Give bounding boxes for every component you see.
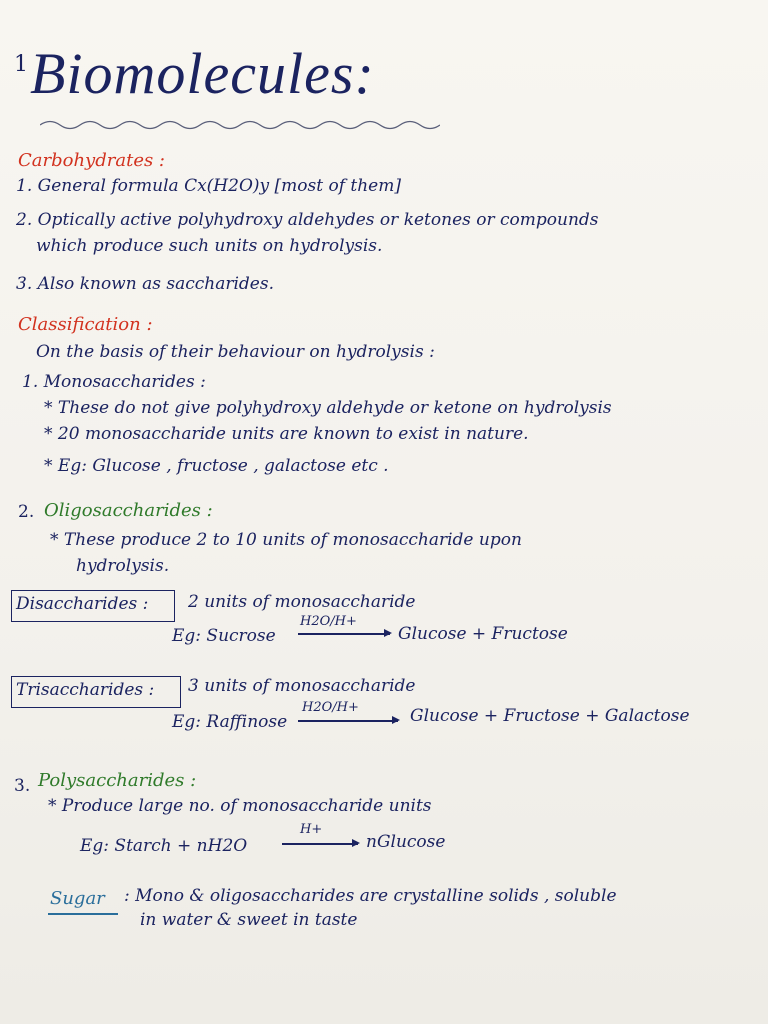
poly-reagent: H+: [300, 822, 323, 837]
poly-product: nGlucose: [366, 832, 446, 852]
poly-eg: Eg: Starch + nH2O: [80, 836, 248, 856]
carbohydrates-point-2: 2. Optically active polyhydroxy aldehydes or ketones or compounds: [16, 210, 599, 230]
sugar-line-2: in water & sweet in taste: [140, 910, 358, 930]
oligo-point-2: hydrolysis.: [76, 556, 170, 576]
classification-intro: On the basis of their behaviour on hydrolysis :: [36, 342, 435, 362]
poly-point: * Produce large no. of monosaccharide units: [48, 796, 432, 816]
disaccharides-eg: Eg: Sucrose: [172, 626, 276, 646]
disaccharides-products: Glucose + Fructose: [398, 624, 568, 644]
disaccharides-reagent: H2O/H+: [300, 614, 357, 629]
poly-number: 3.: [14, 776, 31, 796]
sugar-line-1: : Mono & oligosaccharides are crystalline solids , soluble: [124, 886, 617, 906]
page-title: Biomolecules:: [30, 41, 375, 106]
carbohydrates-point-3: 3. Also known as saccharides.: [16, 274, 274, 294]
mono-heading: 1. Monosaccharides :: [22, 372, 206, 392]
poly-arrow: [282, 843, 358, 845]
sugar-label: Sugar: [50, 888, 105, 909]
oligo-heading: Oligosaccharides :: [44, 500, 213, 521]
mono-point-2: * 20 monosaccharide units are known to exist in nature.: [44, 424, 529, 444]
classification-heading: Classification :: [18, 314, 153, 335]
carbohydrates-point-2-cont: which produce such units on hydrolysis.: [36, 236, 383, 256]
trisaccharides-products: Glucose + Fructose + Galactose: [410, 706, 690, 726]
disaccharides-arrow: [298, 633, 390, 635]
page-number: 1: [14, 52, 28, 77]
disaccharides-label: Disaccharides :: [16, 594, 149, 614]
sugar-underline: [48, 913, 118, 915]
carbohydrates-point-1: 1. General formula Cx(H2O)y [most of them]: [16, 176, 401, 196]
poly-heading: Polysaccharides :: [38, 770, 197, 791]
trisaccharides-reagent: H2O/H+: [302, 700, 359, 715]
disaccharides-desc: 2 units of monosaccharide: [188, 592, 416, 612]
trisaccharides-label: Trisaccharides :: [16, 680, 155, 700]
oligo-point-1: * These produce 2 to 10 units of monosaccharide upon: [50, 530, 522, 550]
oligo-number: 2.: [18, 502, 35, 522]
mono-point-3: * Eg: Glucose , fructose , galactose etc .: [44, 456, 389, 476]
mono-point-1: * These do not give polyhydroxy aldehyde or ketone on hydrolysis: [44, 398, 612, 418]
trisaccharides-desc: 3 units of monosaccharide: [188, 676, 416, 696]
trisaccharides-eg: Eg: Raffinose: [172, 712, 288, 732]
title-underline-flourish: [40, 118, 440, 132]
trisaccharides-arrow: [298, 720, 398, 722]
carbohydrates-heading: Carbohydrates :: [18, 150, 165, 171]
